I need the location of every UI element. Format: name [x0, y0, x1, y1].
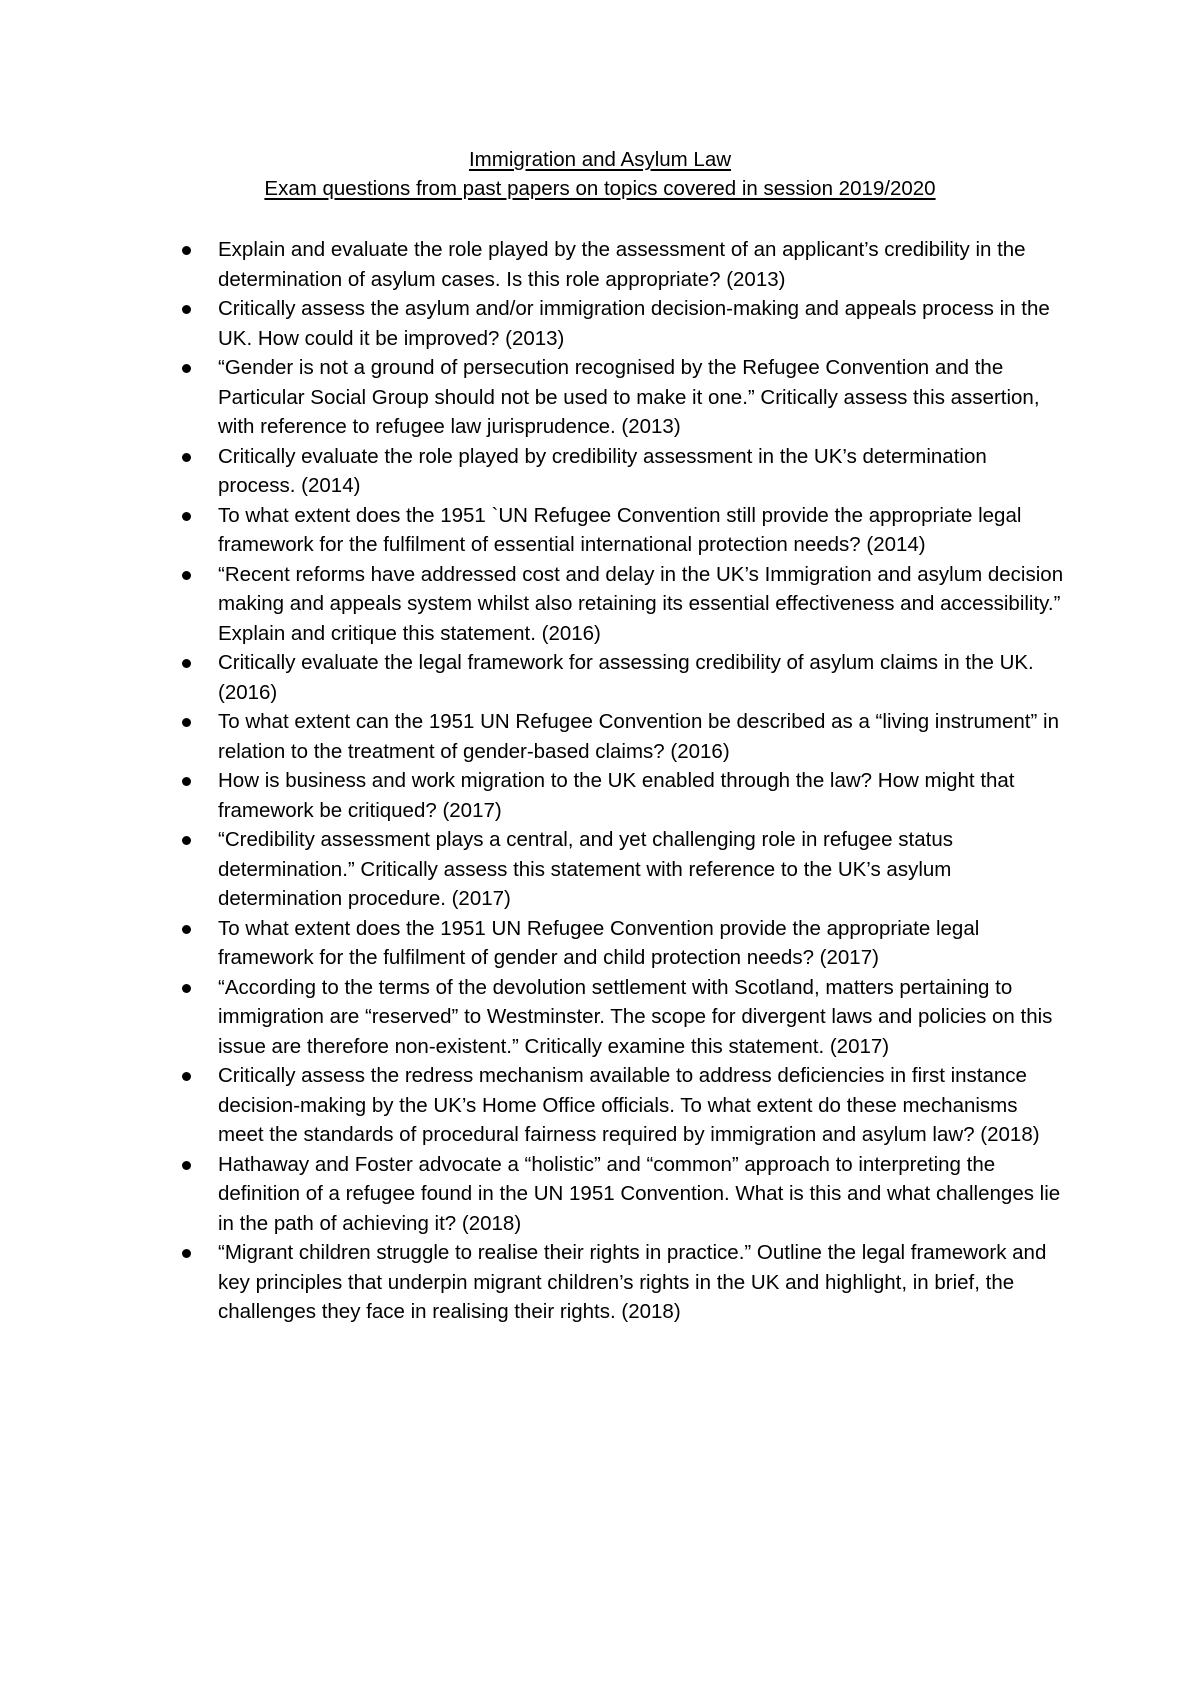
question-item [166, 825, 1066, 914]
question-text: Critically evaluate the role played by credibility assessment in the UK’s determination process. (2014) [218, 444, 987, 497]
question-text: Critically assess the asylum and/or immigration decision-making and appeals process in the UK. How could it be improved? (2013) [218, 297, 1050, 350]
bullet-icon [182, 925, 191, 934]
question-item [166, 973, 1066, 1062]
question-item [166, 353, 1066, 442]
question-item [166, 1061, 1066, 1150]
bullet-icon [182, 512, 191, 521]
bullet-icon [182, 836, 191, 845]
question-item [166, 707, 1066, 766]
question-text: Critically evaluate the legal framework for assessing credibility of asylum claims in the UK. (2016) [218, 651, 1034, 704]
bullet-icon [182, 659, 191, 668]
question-text: To what extent does the 1951 UN Refugee Convention provide the appropriate legal framework for the fulfilment of gender and child protection needs? (2017) [218, 916, 980, 969]
question-item [166, 442, 1066, 501]
question-item [166, 235, 1066, 294]
question-text: “Credibility assessment plays a central, and yet challenging role in refugee status determination.” Critically assess this statement with reference to the UK’s asylum determination procedure. (2017) [218, 828, 953, 910]
document-subtitle: Exam questions from past papers on topics covered in session 2019/2020 [264, 177, 936, 200]
bullet-icon [182, 1072, 191, 1081]
document-title: Immigration and Asylum Law [468, 148, 732, 171]
question-item [166, 1238, 1066, 1327]
bullet-icon [182, 1161, 191, 1170]
question-item [166, 914, 1066, 973]
bullet-icon [182, 246, 191, 255]
question-list [166, 235, 1066, 1327]
bullet-icon [182, 984, 191, 993]
bullet-icon [182, 1249, 191, 1258]
question-text: To what extent can the 1951 UN Refugee Convention be described as a “living instrument” in relation to the treatment of gender-based claims? (2016) [218, 710, 1059, 763]
question-item [166, 560, 1066, 649]
bullet-icon [182, 777, 191, 786]
question-text: “Gender is not a ground of persecution recognised by the Refugee Convention and the Particular Social Group should not be used to make it one.” Critically assess this assertion, with reference to refugee law jurisprudence. (2013) [218, 356, 1040, 438]
question-item [166, 766, 1066, 825]
bullet-icon [182, 364, 191, 373]
bullet-icon [182, 305, 191, 314]
bullet-icon [182, 571, 191, 580]
question-text: “According to the terms of the devolution settlement with Scotland, matters pertaining to immigration are “reserved” to Westminster. The scope for divergent laws and policies on this issue are therefore non-existent.” Critically examine this statement. (2017) [218, 975, 1053, 1058]
question-text: “Migrant children struggle to realise their rights in practice.” Outline the legal framework and key principles that underpin migrant children’s rights in the UK and highlight, in brief, the challenges they face in realising their rights. (2018) [218, 1241, 1047, 1323]
document-header [0, 145, 1200, 203]
question-text: How is business and work migration to the UK enabled through the law? How might that framework be critiqued? (2017) [218, 769, 1015, 822]
question-text: “Recent reforms have addressed cost and delay in the UK’s Immigration and asylum decision making and appeals system whilst also retaining its essential effectiveness and accessibility.” Explain and critique this statement. (2016) [218, 562, 1064, 645]
bullet-icon [182, 718, 191, 727]
question-item [166, 294, 1066, 353]
bullet-icon [182, 453, 191, 462]
question-text: Explain and evaluate the role played by the assessment of an applicant’s credibility in the determination of asylum cases. Is this role appropriate? (2013) [218, 238, 1026, 291]
question-item [166, 1150, 1066, 1239]
question-item [166, 501, 1066, 560]
question-text: Hathaway and Foster advocate a “holistic” and “common” approach to interpreting the definition of a refugee found in the UN 1951 Convention. What is this and what challenges lie in the path of achieving it? (2018) [218, 1152, 1061, 1235]
question-text: To what extent does the 1951 `UN Refugee Convention still provide the appropriate legal framework for the fulfilment of essential international protection needs? (2014) [218, 503, 1022, 556]
question-item [166, 648, 1066, 707]
question-text: Critically assess the redress mechanism available to address deficiencies in first instance decision-making by the UK’s Home Office officials. To what extent do these mechanisms meet the standards of procedural fairness required by immigration and asylum law? (2018) [218, 1064, 1040, 1146]
